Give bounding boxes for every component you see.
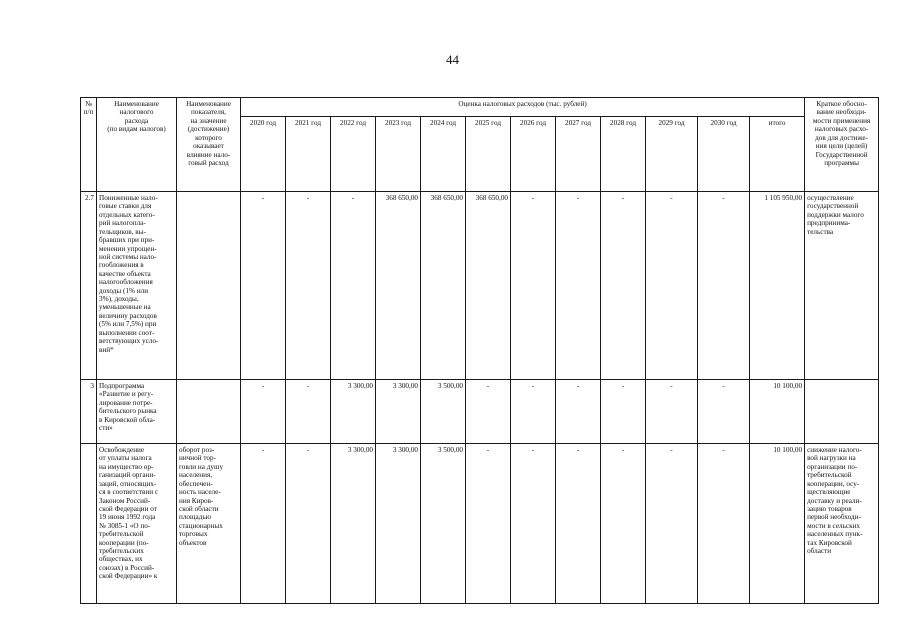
table-row — [81, 380, 879, 444]
header-name: Наименование налогового расхода (по видам налогов) — [97, 98, 177, 192]
row-name: Подпрограмма «Развитие и регу- лирование потре- бительского рынка в Кировской обла- сти» — [97, 380, 177, 444]
header-year: 2025 год — [466, 117, 511, 192]
header-year: 2028 год — [601, 117, 646, 192]
value-cell: - — [698, 380, 750, 444]
value-cell: - — [646, 380, 698, 444]
value-cell: - — [286, 192, 331, 380]
row-indicator: оборот роз- ничной тор- говли на душу населения, обеспечен- ность населе- ния Киров- ской области площадью стационарных торговых объектов — [177, 444, 241, 604]
header-year: 2024 год — [421, 117, 466, 192]
tax-expenditure-table — [80, 97, 879, 604]
header-year: 2027 год — [556, 117, 601, 192]
value-cell: 368 650,00 — [376, 192, 421, 380]
value-cell: - — [241, 192, 286, 380]
value-cell: - — [698, 192, 750, 380]
page-number: 44 — [446, 52, 459, 67]
value-cell: - — [601, 380, 646, 444]
value-cell: - — [286, 380, 331, 444]
value-cell: - — [646, 444, 698, 604]
value-cell: - — [511, 192, 556, 380]
value-cell: - — [511, 444, 556, 604]
header-year: 2030 год — [698, 117, 750, 192]
header-year: 2026 год — [511, 117, 556, 192]
value-cell: - — [601, 192, 646, 380]
value-cell: - — [241, 444, 286, 604]
value-cell: - — [556, 444, 601, 604]
value-cell: 3 300,00 — [331, 380, 376, 444]
total-cell: 10 100,00 — [750, 380, 805, 444]
header-no: № п/п — [81, 98, 97, 192]
value-cell: 368 650,00 — [421, 192, 466, 380]
row-number — [81, 444, 97, 604]
total-cell: 1 105 950,00 — [750, 192, 805, 380]
row-justification: осуществление государственной поддержки малого предпринима- тельства — [805, 192, 879, 380]
value-cell: - — [646, 192, 698, 380]
header-year: 2029 год — [646, 117, 698, 192]
row-justification — [805, 380, 879, 444]
header-justification: Краткое обосно- вание необходи- мости применения налоговых расхо- дов для достиже- ния цели (целей) Государственной программы — [805, 98, 879, 192]
value-cell: 368 650,00 — [466, 192, 511, 380]
value-cell: - — [698, 444, 750, 604]
value-cell: - — [466, 444, 511, 604]
row-justification: снижение налого- вой нагрузки на организации по- требительской кооперации, осу- ществляющие доставку и реали- зацию товаров первой необходи- мости в сельских населенных пунк- тах Кировской области — [805, 444, 879, 604]
value-cell: - — [241, 380, 286, 444]
row-number: 2.7 — [81, 192, 97, 380]
value-cell: - — [601, 444, 646, 604]
row-name: Освобождение от уплаты налога на имущество ор- ганизаций органи- заций, относящих- ся в соответствии с Законом Россий- ской Федерации от 19 июня 1992 года № 3085-1 «О по- требительской кооперации (по- требительских обществах, их союзах) в Россий- ской Федерации» к — [97, 444, 177, 604]
header-indicator: Наименование показателя, на значение (достижение) которого оказывает влияние нало- говый расход — [177, 98, 241, 192]
header-year: 2021 год — [286, 117, 331, 192]
header-estimate: Оценка налоговых расходов (тыс. рублей) — [241, 98, 805, 117]
value-cell: - — [511, 380, 556, 444]
value-cell: 3 500,00 — [421, 380, 466, 444]
total-cell: 10 100,00 — [750, 444, 805, 604]
value-cell: - — [556, 380, 601, 444]
value-cell: - — [331, 192, 376, 380]
value-cell: 3 300,00 — [376, 444, 421, 604]
header-year: 2023 год — [376, 117, 421, 192]
header-year: 2022 год — [331, 117, 376, 192]
table-row — [81, 444, 879, 604]
header-year: 2020 год — [241, 117, 286, 192]
row-indicator — [177, 380, 241, 444]
value-cell: - — [556, 192, 601, 380]
value-cell: 3 500,00 — [421, 444, 466, 604]
table-row — [81, 192, 879, 380]
row-name: Пониженные нало- говые ставки для отдельных катего- рий налогопла- тельщиков, вы- бравших при при- менении упрощен- ной системы нало- гообложения в качестве объекта налогообложения доходы (1% или 3%), доходы, уменьшенные на величину расходов (5% или 7,5%) при выполнении соот- ветствующих усло- вий* — [97, 192, 177, 380]
row-indicator — [177, 192, 241, 380]
value-cell: 3 300,00 — [331, 444, 376, 604]
value-cell: - — [286, 444, 331, 604]
header-total: итого — [750, 117, 805, 192]
header-row-1 — [81, 98, 879, 117]
value-cell: - — [466, 380, 511, 444]
value-cell: 3 300,00 — [376, 380, 421, 444]
row-number: 3 — [81, 380, 97, 444]
